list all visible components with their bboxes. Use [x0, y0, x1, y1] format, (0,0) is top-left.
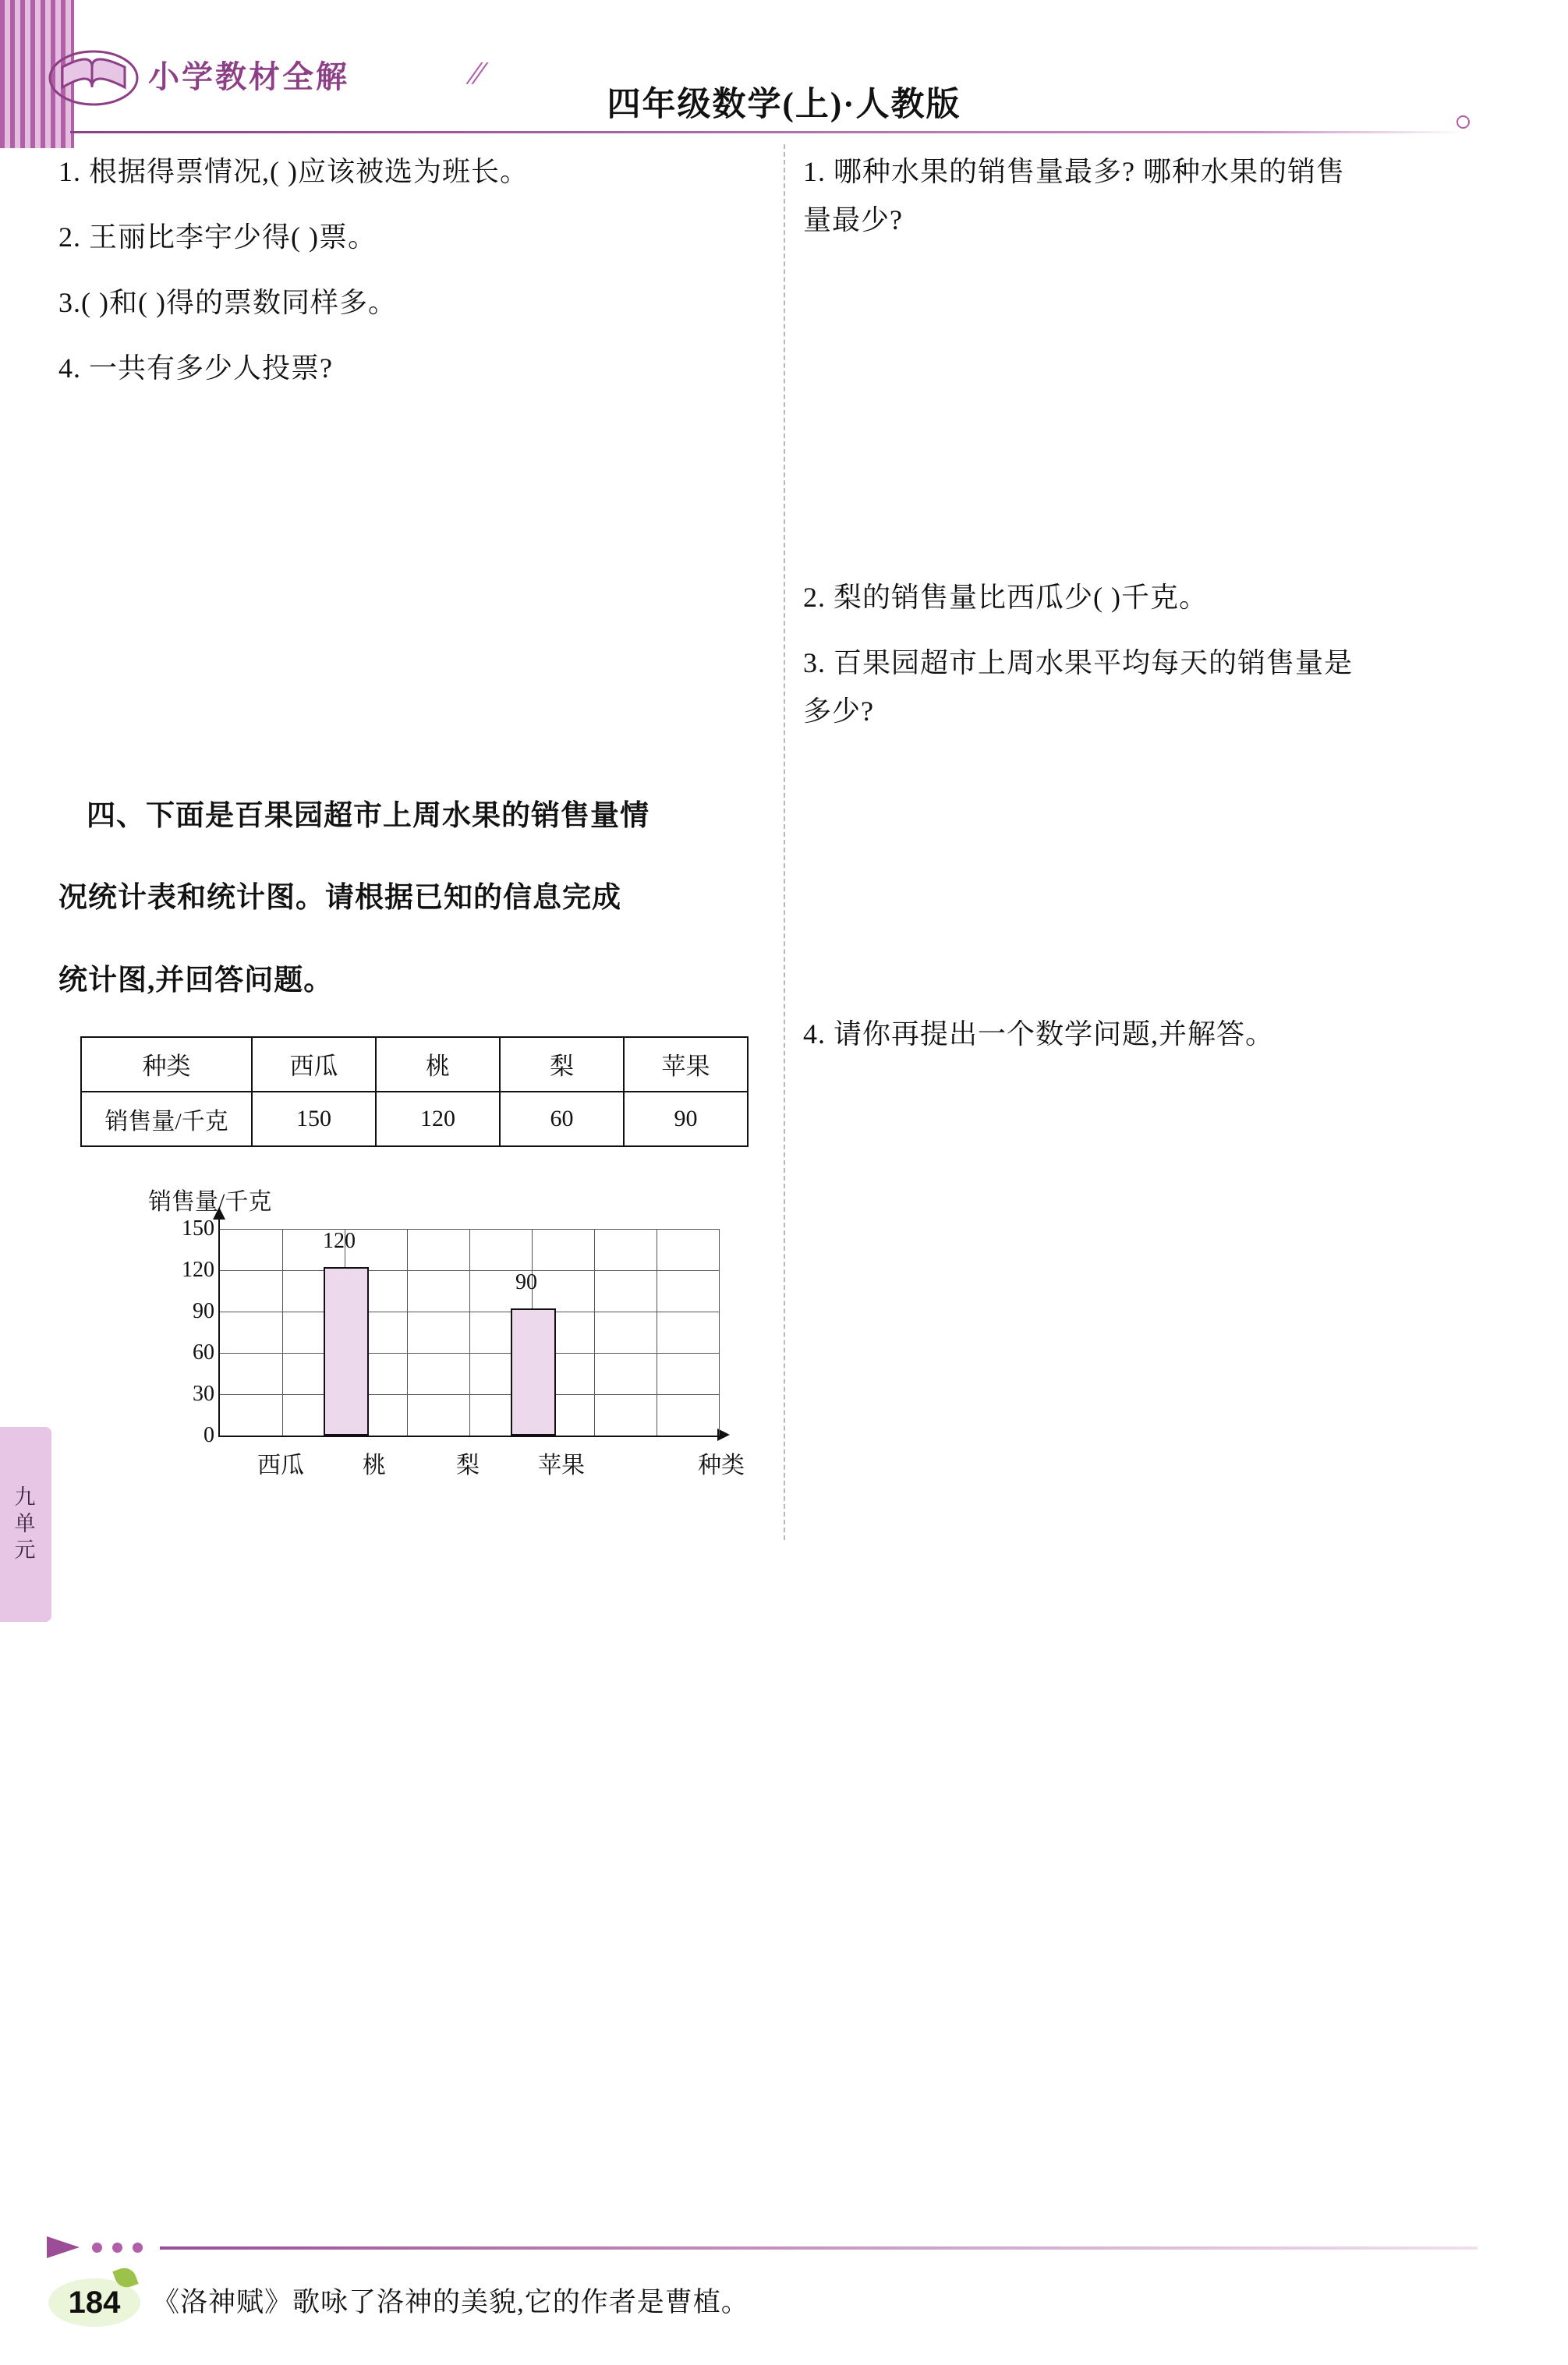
- table-value-3: 90: [624, 1092, 748, 1146]
- right-question-3-line2: 多少?: [803, 695, 874, 727]
- brand-name: 小学教材全解: [148, 60, 349, 94]
- chart-y-axis-label: 销售量/千克: [148, 1188, 272, 1215]
- page-number: 184: [48, 2278, 140, 2327]
- left-question-3: 3.( )和( )得的票数同样多。: [58, 286, 397, 318]
- footer-dots-icon: [92, 2243, 153, 2257]
- section-heading-line3: 统计图,并回答问题。: [58, 964, 334, 997]
- y-tick-30: 30: [193, 1381, 214, 1406]
- grid-line-v: [282, 1229, 283, 1436]
- right-question-1-line1: 1. 哪种水果的销售量最多? 哪种水果的销售: [803, 156, 1345, 187]
- grid-line-v: [594, 1229, 595, 1436]
- page-title: 四年级数学(上)·人教版: [607, 87, 961, 123]
- y-tick-120: 120: [182, 1257, 214, 1282]
- left-column: [58, 148, 760, 1510]
- bar-pingguo: [511, 1308, 556, 1436]
- table-value-label: 销售量/千克: [81, 1092, 252, 1146]
- left-question-2: 2. 王丽比李宇少得( )票。: [58, 221, 377, 253]
- unit-tab-line2: 单: [14, 1512, 37, 1536]
- unit-tab: [0, 1427, 51, 1622]
- right-question-1-line2: 量最少?: [803, 204, 903, 235]
- table-value-1: 120: [376, 1092, 500, 1146]
- y-tick-0: 0: [204, 1422, 214, 1447]
- table-header-cat-2: 梨: [500, 1037, 624, 1092]
- right-column: [803, 148, 1497, 1075]
- bar-label-tao: 120: [323, 1228, 356, 1253]
- y-tick-90: 90: [193, 1298, 214, 1323]
- grid-line-v: [407, 1229, 408, 1436]
- table-header-cat-3: 苹果: [624, 1037, 748, 1092]
- right-question-4: 4. 请你再提出一个数学问题,并解答。: [803, 1018, 1275, 1050]
- logo-slash-icon: ⁄⁄: [472, 56, 483, 92]
- chart-y-ticks: [144, 1216, 214, 1447]
- x-cat-li: 梨: [456, 1452, 480, 1478]
- unit-tab-line1: 九: [14, 1485, 37, 1510]
- table-header-cat-1: 桃: [376, 1037, 500, 1092]
- x-cat-pingguo: 苹果: [538, 1452, 585, 1478]
- x-cat-xigua: 西瓜: [257, 1452, 304, 1478]
- bar-label-pingguo: 90: [515, 1269, 537, 1294]
- footer-triangle-icon: [47, 2236, 80, 2258]
- table-header-cat-0: 西瓜: [252, 1037, 376, 1092]
- header-dot-icon: [1457, 115, 1470, 129]
- right-question-2: 2. 梨的销售量比西瓜少( )千克。: [803, 581, 1208, 613]
- right-question-3-line1: 3. 百果园超市上周水果平均每天的销售量是: [803, 646, 1354, 678]
- left-question-1: 1. 根据得票情况,( )应该被选为班长。: [58, 156, 529, 187]
- sales-bar-chart: [74, 1182, 745, 1510]
- unit-tab-line3: 元: [14, 1538, 37, 1562]
- table-value-0: 150: [252, 1092, 376, 1146]
- x-axis-label: 种类: [698, 1452, 745, 1478]
- answer-space-right-1: [803, 262, 1497, 574]
- table-row: [81, 1037, 748, 1092]
- y-tick-150: 150: [182, 1216, 214, 1241]
- table-header-label: 种类: [81, 1037, 252, 1092]
- section-heading-line1: 四、下面是百果园超市上周水果的销售量情: [87, 799, 649, 832]
- table-value-2: 60: [500, 1092, 624, 1146]
- answer-space-left: [58, 410, 760, 761]
- section-heading-line2: 况统计表和统计图。请根据已知的信息完成: [58, 882, 621, 915]
- x-cat-tao: 桃: [363, 1452, 386, 1478]
- footer-band: [0, 2226, 1568, 2273]
- grid-line-v: [469, 1229, 470, 1436]
- y-tick-60: 60: [193, 1340, 214, 1365]
- footer-note: 《洛神赋》歌咏了洛神的美貌,它的作者是曹植。: [152, 2287, 749, 2317]
- answer-space-right-2: [803, 753, 1497, 1011]
- footer-divider: [160, 2246, 1478, 2250]
- chart-plot-area: [218, 1229, 719, 1437]
- table-row: [81, 1092, 748, 1146]
- left-question-4: 4. 一共有多少人投票?: [58, 352, 333, 384]
- grid-line-v: [719, 1229, 720, 1436]
- header-divider: [70, 131, 1466, 133]
- sales-table: [80, 1036, 749, 1147]
- column-divider: [784, 144, 787, 1540]
- bar-tao: [324, 1267, 369, 1436]
